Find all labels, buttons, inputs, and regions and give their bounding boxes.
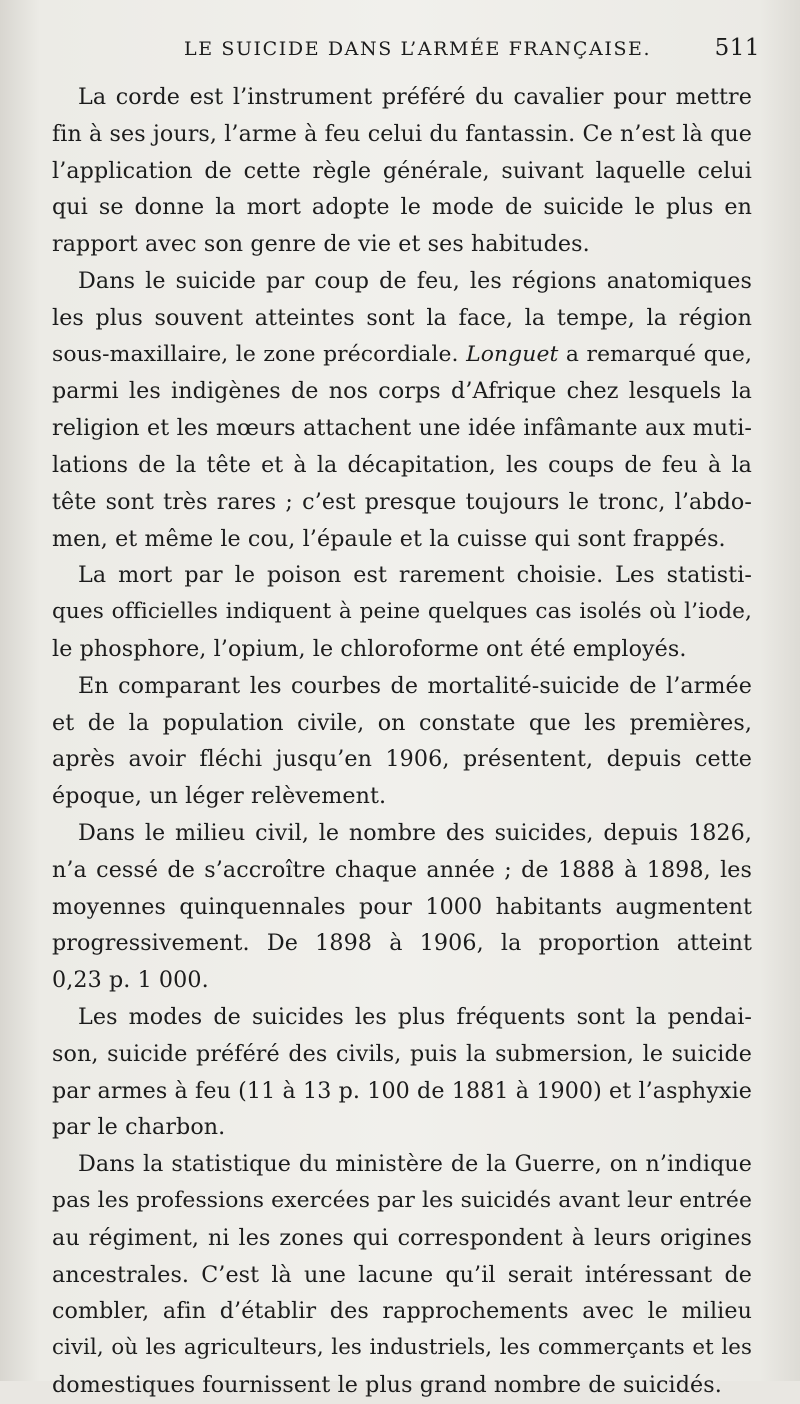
text-line: tête sont très rares ; c’est presque toujours le tronc, l’abdo- <box>52 488 752 515</box>
page-number: 511 <box>714 35 760 61</box>
text-line: ancestrales. C’est là une lacune qu’il serait intéressant de <box>52 1261 752 1288</box>
paragraph <box>52 999 752 1146</box>
text-line: moyennes quinquennales pour 1000 habitants augmentent <box>52 893 752 920</box>
running-head: LE SUICIDE DANS L’ARMÉE FRANÇAISE. <box>184 38 652 60</box>
text-line: pas les professions exercées par les suicidés avant leur entrée <box>52 1187 752 1213</box>
paragraph <box>52 1146 752 1404</box>
text-line: le phosphore, l’opium, le chloroforme ont été employés. <box>52 635 687 662</box>
text-line: époque, un léger relèvement. <box>52 783 387 810</box>
text-line: La corde est l’instrument préféré du cavalier pour mettre <box>78 84 752 110</box>
text-line: religion et les mœurs attachent une idée infâmante aux muti- <box>52 415 752 442</box>
body-text <box>52 79 752 1404</box>
text-line: Dans la statistique du ministère de la Guerre, on n’indique <box>78 1151 752 1178</box>
paragraph <box>52 815 752 999</box>
text-line: n’a cessé de s’accroître chaque année ; de 1888 à 1898, les <box>52 856 752 883</box>
text-line: Dans le suicide par coup de feu, les régions anatomiques <box>78 267 752 294</box>
text-line: Les modes de suicides les plus fréquents sont la pendai- <box>78 1003 752 1030</box>
text-line: 0,23 p. 1 000. <box>52 967 209 994</box>
text-line: l’application de cette règle générale, suivant laquelle celui <box>52 157 752 184</box>
paragraph <box>52 79 752 263</box>
paragraph <box>52 263 752 557</box>
text-line: ques officielles indiquent à peine quelques cas isolés où l’iode, <box>52 599 752 625</box>
text-line: progressivement. De 1898 à 1906, la proportion atteint <box>52 930 752 957</box>
author-name: Longuet <box>466 341 559 367</box>
text-line: son, suicide préféré des civils, puis la submersion, le suicide <box>52 1040 752 1067</box>
text-line: parmi les indigènes de nos corps d’Afrique chez lesquels la <box>52 378 752 405</box>
text-line: En comparant les courbes de mortalité-suicide de l’armée <box>78 672 752 699</box>
text-segment: sous-maxillaire, le zone précordiale. <box>52 341 467 367</box>
text-line: men, et même le cou, l’épaule et la cuisse qui sont frappés. <box>52 525 726 552</box>
text-line: rapport avec son genre de vie et ses habitudes. <box>52 231 590 258</box>
text-line <box>52 337 752 374</box>
text-line: lations de la tête et à la décapitation, les coups de feu à la <box>52 451 752 478</box>
text-line: domestiques fournissent le plus grand nombre de suicidés. <box>52 1371 722 1398</box>
text-line: fin à ses jours, l’arme à feu celui du fantassin. Ce n’est là que <box>52 120 752 147</box>
text-line: La mort par le poison est rarement choisie. Les statisti- <box>78 562 752 589</box>
text-line: les plus souvent atteintes sont la face, la tempe, la région <box>52 304 752 331</box>
text-line: par armes à feu (11 à 13 p. 100 de 1881 à 1900) et l’asphyxie <box>52 1077 752 1104</box>
page-header <box>170 35 760 72</box>
text-line: qui se donne la mort adopte le mode de suicide le plus en <box>52 194 752 221</box>
text-line: au régiment, ni les zones qui correspondent à leurs origines <box>52 1224 752 1251</box>
paragraph <box>52 668 752 815</box>
text-line: après avoir fléchi jusqu’en 1906, présentent, depuis cette <box>52 746 752 773</box>
text-line: civil, où les agriculteurs, les industriels, les commerçants et les <box>52 1335 752 1361</box>
text-line: Dans le milieu civil, le nombre des suicides, depuis 1826, <box>78 819 752 846</box>
text-line: par le charbon. <box>52 1114 226 1141</box>
paragraph <box>52 557 752 667</box>
text-segment: a remarqué que, <box>558 341 753 367</box>
text-line: combler, afin d’établir des rapprochements avec le milieu <box>52 1298 752 1325</box>
text-line: et de la population civile, on constate que les premières, <box>52 709 752 736</box>
